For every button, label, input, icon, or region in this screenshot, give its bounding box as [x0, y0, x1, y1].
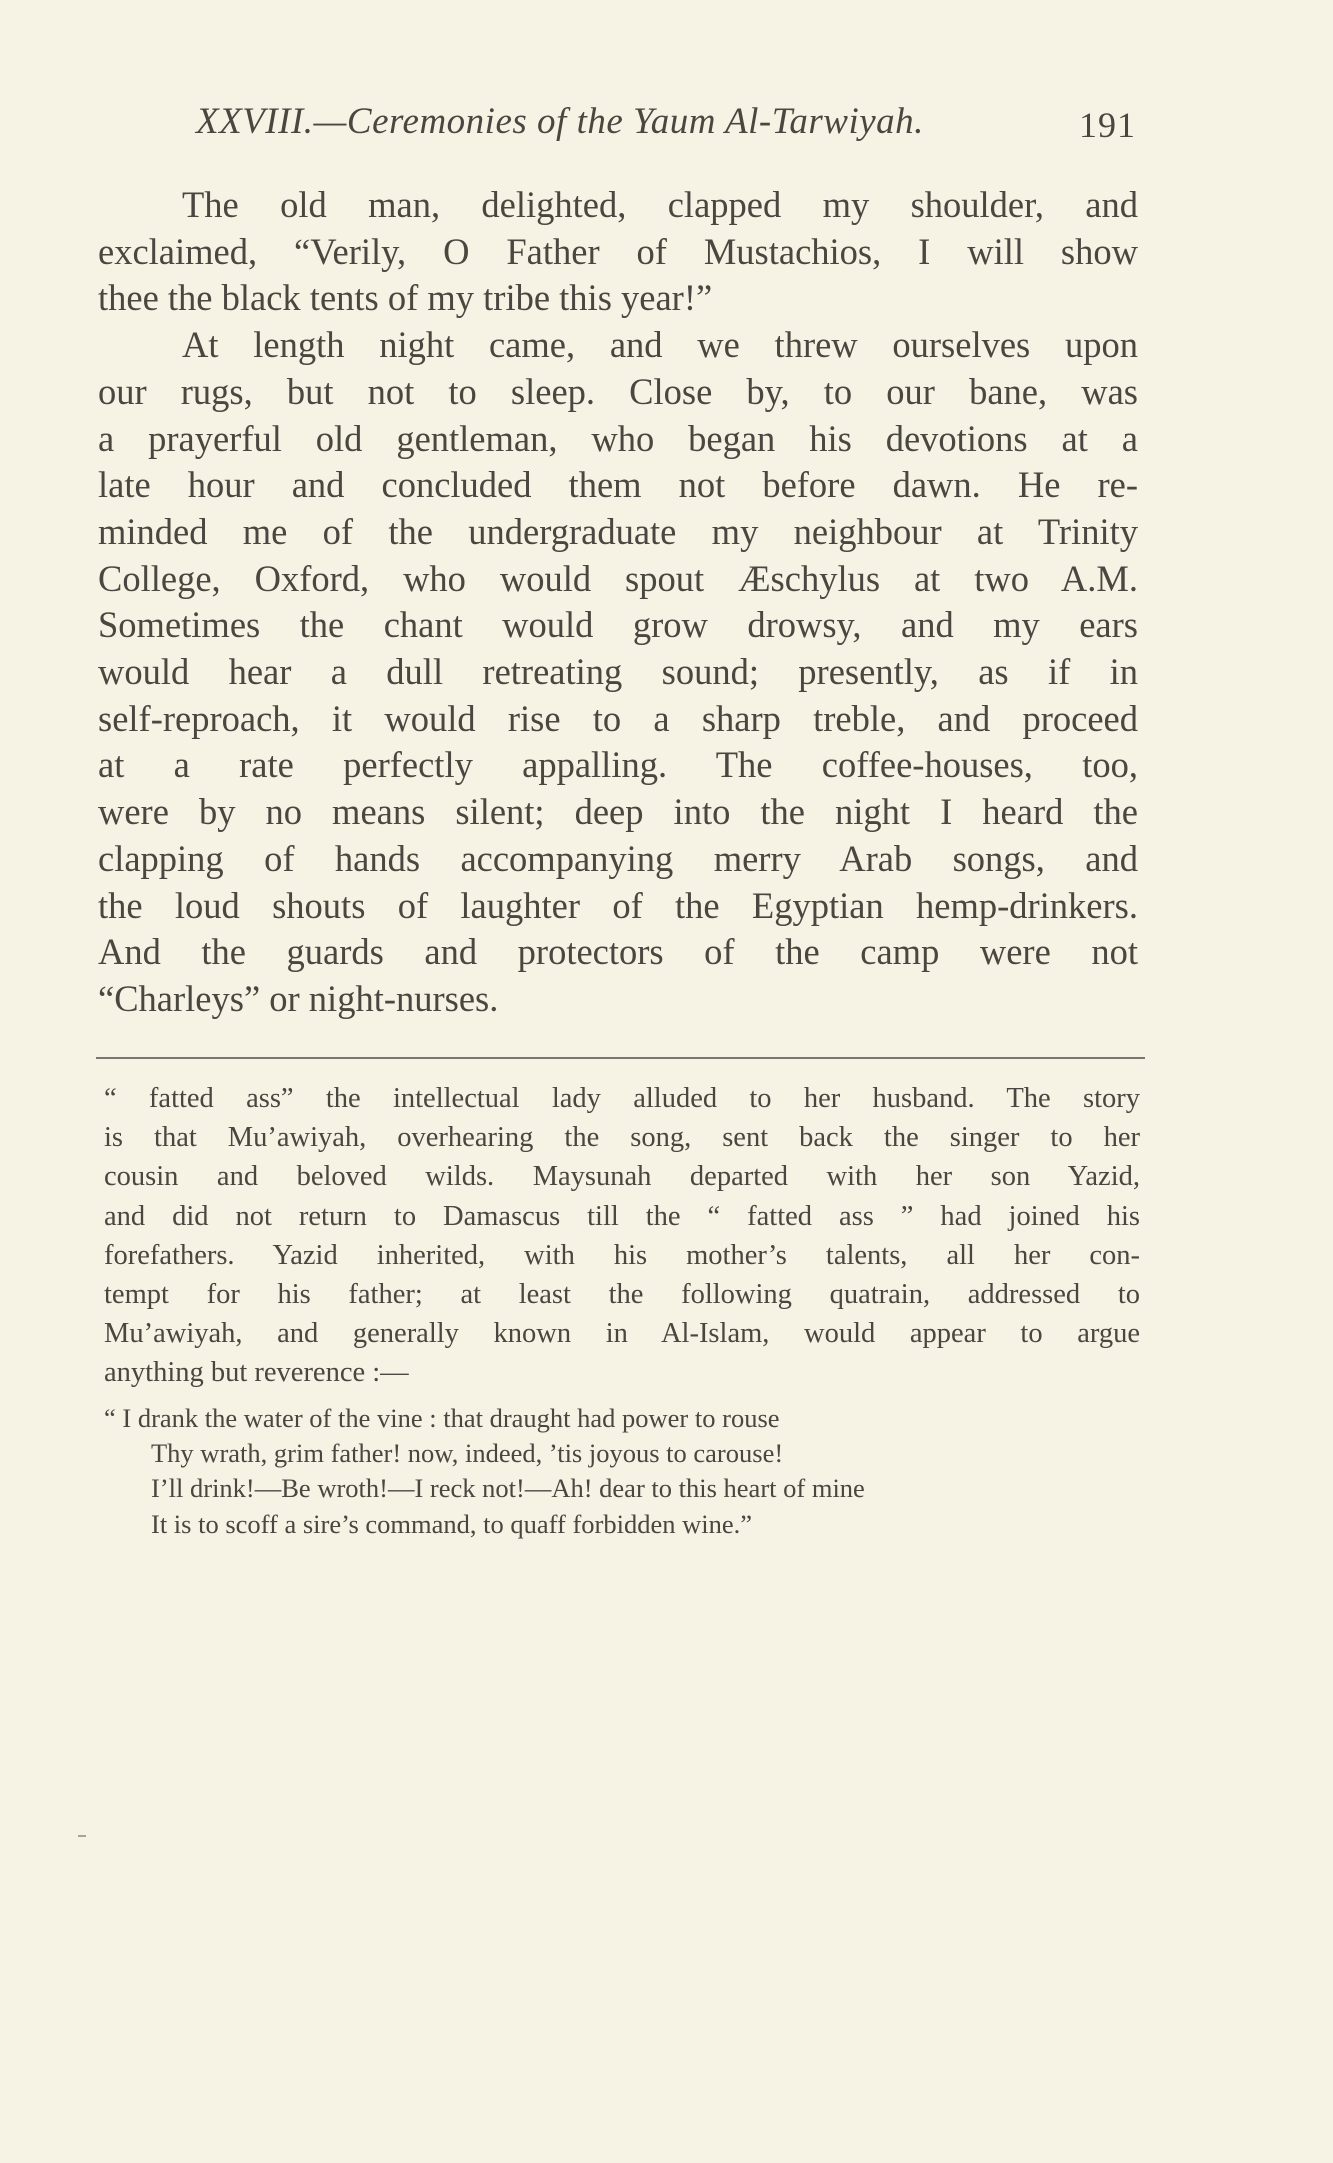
text-line: “Charleys” or night-nurses.	[98, 977, 499, 1019]
text-line: our rugs, but not to sleep. Close by, to our bane, was	[98, 370, 1138, 412]
text-line: The old man, delighted, clapped my shoulder, and	[182, 184, 1138, 225]
text-line: the loud shouts of laughter of the Egyptian hemp-drinkers.	[98, 884, 1138, 926]
footnote-line: Mu’awiyah, and generally known in Al-Islam, would appear to argue	[104, 1318, 1140, 1350]
text-line: at a rate perfectly appalling. The coffee-houses, too,	[98, 744, 1138, 786]
text-line: clapping of hands accompanying merry Arab songs, and	[98, 837, 1138, 879]
margin-mark	[78, 1835, 86, 1837]
text-line: minded me of the undergraduate my neighbour at Trinity	[98, 510, 1138, 552]
text-line: would hear a dull retreating sound; presently, as if in	[98, 651, 1138, 693]
paragraph-2	[98, 322, 1138, 1023]
verse-line: Thy wrath, grim father! now, indeed, ’tis joyous to carouse!	[151, 1438, 784, 1469]
footnote-line: cousin and beloved wilds. Maysunah departed with her son Yazid,	[104, 1161, 1140, 1193]
text-line: Sometimes the chant would grow drowsy, and my ears	[98, 604, 1138, 646]
paragraph-1	[98, 182, 1138, 322]
body-text	[98, 182, 1138, 1023]
text-line: a prayerful old gentleman, who began his devotions at a	[98, 417, 1138, 459]
text-line: College, Oxford, who would spout Æschylus at two A.M.	[98, 557, 1138, 599]
verse-line: I’ll drink!—Be wroth!—I reck not!—Ah! dear to this heart of mine	[151, 1473, 865, 1504]
footnote-line: “ fatted ass” the intellectual lady alluded to her husband. The story	[104, 1083, 1140, 1114]
quatrain	[104, 1401, 1140, 1542]
page-number: 191	[1079, 105, 1136, 145]
footnote-line: and did not return to Damascus till the “ fatted ass ” had joined his	[104, 1200, 1140, 1232]
text-line: thee the black tents of my tribe this year!”	[98, 277, 713, 319]
footnote-line: anything but reverence :—	[104, 1357, 409, 1389]
text-line: late hour and concluded them not before dawn. He re-	[98, 464, 1138, 506]
text-line: And the guards and protectors of the camp were not	[98, 931, 1138, 973]
verse-line: “ I drank the water of the vine : that draught had power to rouse	[104, 1403, 780, 1433]
footnote-line: tempt for his father; at least the following quatrain, addressed to	[104, 1279, 1140, 1311]
chapter-title: XXVIII.—Ceremonies of the Yaum Al-Tarwiyah.	[196, 101, 924, 142]
running-head	[196, 100, 1136, 160]
footnote-line: forefathers. Yazid inherited, with his mother’s talents, all her con-	[104, 1239, 1140, 1271]
text-line: exclaimed, “Verily, O Father of Mustachios, I will show	[98, 230, 1138, 272]
footnote	[104, 1079, 1140, 1393]
text-line: At length night came, and we threw ourselves upon	[182, 324, 1138, 366]
text-line: self-reproach, it would rise to a sharp treble, and proceed	[98, 697, 1138, 739]
footnote-rule	[96, 1057, 1145, 1059]
verse-line: It is to scoff a sire’s command, to quaff forbidden wine.”	[151, 1508, 753, 1539]
text-line: were by no means silent; deep into the night I heard the	[98, 791, 1138, 833]
footnote-line: is that Mu’awiyah, overhearing the song, sent back the singer to her	[104, 1122, 1140, 1154]
